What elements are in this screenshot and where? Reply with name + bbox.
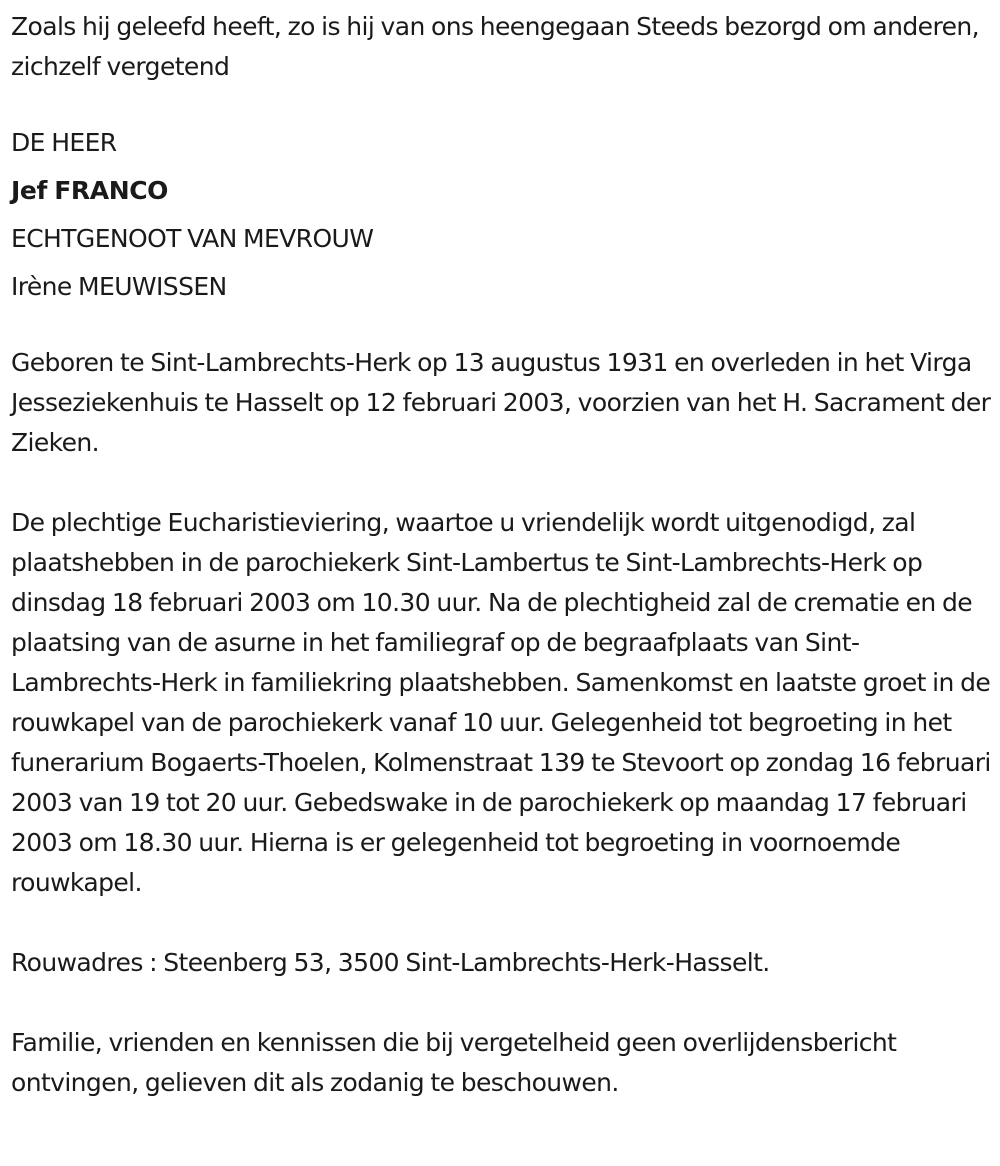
deceased-heading [11, 119, 996, 311]
mourning-address: Rouwadres : Steenberg 53, 3500 Sint-Lambrechts-Herk-Hasselt. [11, 948, 770, 977]
honorific-title: DE HEER [11, 128, 117, 157]
ceremony-paragraph: De plechtige Eucharistieviering, waartoe u vriendelijk wordt uitgenodigd, zal plaatshebben in de parochiekerk Sint-Lambertus te Sint-Lambrechts-Herk op dinsdag 18 februari 2003 om 10.30 uur. Na de plechtigheid zal de crematie en de plaatsing van de asurne in het familiegraf op de begraafplaats van Sint-Lambrechts-Herk in familiekring plaatshebben. Samenkomst en laatste groet in de rouwkapel van de parochiekerk vanaf 10 uur. Gelegenheid tot begroeting in het funerarium Bogaerts-Thoelen, Kolmenstraat 139 te Stevoort op zondag 16 februari 2003 van 19 tot 20 uur. Gebedswake in de parochiekerk op maandag 17 februari 2003 om 18.30 uur. Hierna is er gelegenheid tot begroeting in voornoemde rouwkapel. [11, 508, 991, 897]
motto: Zoals hij geleefd heeft, zo is hij van ons heengegaan Steeds bezorgd om anderen, zichzelf vergetend [11, 12, 979, 81]
closing-note: Familie, vrienden en kennissen die bij vergetelheid geen overlijdensbericht ontvingen, gelieven dit als zodanig te beschouwen. [11, 1028, 897, 1097]
deceased-name: Jef FRANCO [11, 176, 169, 205]
spouse-name: Irène MEUWISSEN [11, 272, 227, 301]
obituary-document [11, 7, 996, 1103]
birth-death-paragraph: Geboren te Sint-Lambrechts-Herk op 13 augustus 1931 en overleden in het Virga Jesseziekenhuis te Hasselt op 12 februari 2003, voorzien van het H. Sacrament der Zieken. [11, 348, 991, 457]
relation-label: ECHTGENOOT VAN MEVROUW [11, 224, 374, 253]
